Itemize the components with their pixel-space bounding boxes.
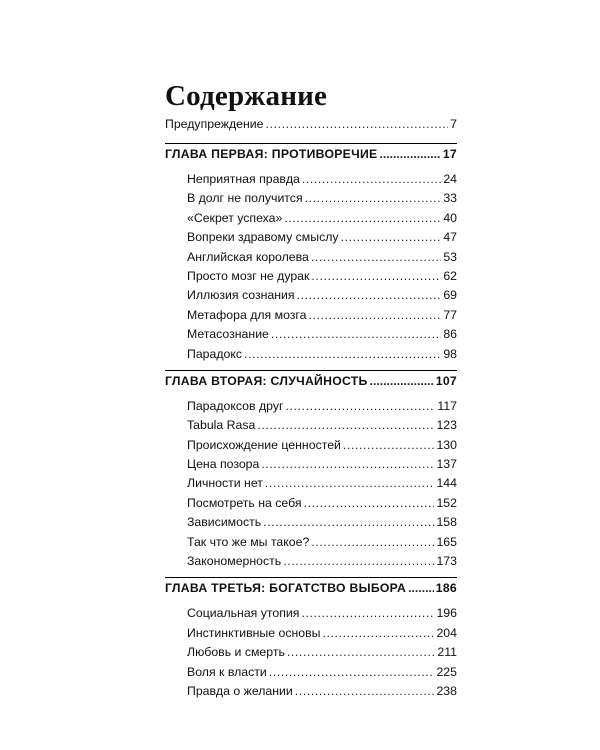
dot-leader xyxy=(265,476,435,490)
table-of-contents xyxy=(165,117,457,703)
toc-page-number: 130 xyxy=(436,437,457,452)
toc-page-number: 40 xyxy=(443,210,457,225)
dot-leader xyxy=(244,347,441,361)
dot-leader xyxy=(379,147,440,161)
toc-entry-label: Цена позора xyxy=(187,457,260,472)
toc-entry[interactable] xyxy=(165,347,457,366)
toc-page-number: 69 xyxy=(443,288,457,303)
toc-entry-label: Английская королева xyxy=(187,249,309,264)
toc-entry-label: Личности нет xyxy=(187,476,263,491)
toc-entry-label: ГЛАВА ВТОРАЯ: СЛУЧАЙНОСТЬ xyxy=(165,373,368,388)
toc-page-number: 196 xyxy=(436,606,457,621)
toc-page-number: 17 xyxy=(442,147,457,161)
toc-entry-label: Инстинктивные основы xyxy=(187,625,321,640)
toc-chapter-heading[interactable] xyxy=(165,577,457,602)
toc-page-number: 7 xyxy=(450,117,457,131)
toc-entry[interactable] xyxy=(165,211,457,230)
toc-chapter-heading[interactable] xyxy=(165,370,457,395)
toc-entry[interactable] xyxy=(165,250,457,269)
toc-entry[interactable] xyxy=(165,626,457,645)
dot-leader xyxy=(308,308,441,322)
toc-entry[interactable] xyxy=(165,308,457,327)
toc-entry[interactable] xyxy=(165,476,457,495)
toc-page-number: 24 xyxy=(443,172,457,186)
dot-leader xyxy=(408,581,434,595)
toc-page-number: 123 xyxy=(436,418,457,433)
toc-entry[interactable] xyxy=(165,438,457,457)
toc-entry-label: Социальная утопия xyxy=(187,606,300,621)
toc-entry-label: Метафора для мозга xyxy=(187,307,307,322)
toc-entry-label: Tabula Rasa xyxy=(187,418,256,433)
toc-page-number: 225 xyxy=(436,664,457,679)
toc-page-number: 173 xyxy=(436,554,457,569)
toc-page-number: 47 xyxy=(443,230,457,245)
dot-leader xyxy=(266,117,449,131)
toc-entry-label: Правда о желании xyxy=(187,683,293,698)
dot-leader xyxy=(302,172,441,186)
toc-entry-label: Зависимость xyxy=(187,515,262,530)
toc-entry[interactable] xyxy=(165,269,457,288)
toc-page-number: 117 xyxy=(437,398,457,413)
toc-page-number: 211 xyxy=(437,645,457,660)
toc-entry[interactable] xyxy=(165,665,457,684)
dot-leader xyxy=(301,606,434,620)
toc-entry-label: Воля к власти xyxy=(187,664,267,679)
toc-entry[interactable] xyxy=(165,230,457,249)
dot-leader xyxy=(284,211,441,225)
dot-leader xyxy=(311,535,434,549)
dot-leader xyxy=(311,250,441,264)
toc-entry[interactable] xyxy=(165,191,457,210)
toc-entry-preface[interactable] xyxy=(165,117,457,139)
dot-leader xyxy=(304,496,435,510)
dot-leader xyxy=(343,438,435,452)
toc-page-number: 86 xyxy=(443,327,457,342)
toc-page-number: 77 xyxy=(443,307,457,322)
toc-page-number: 144 xyxy=(436,476,457,491)
dot-leader xyxy=(297,288,442,302)
toc-entry-label: Так что же мы такое? xyxy=(187,534,310,549)
toc-page-number: 53 xyxy=(443,249,457,264)
toc-entry-label: Просто мозг не дурак xyxy=(187,268,310,283)
dot-leader xyxy=(323,626,435,640)
toc-entry[interactable] xyxy=(165,535,457,554)
toc-page-number: 107 xyxy=(435,373,457,388)
toc-entry[interactable] xyxy=(165,399,457,418)
toc-entry[interactable] xyxy=(165,684,457,703)
dot-leader xyxy=(283,554,434,568)
toc-entry-label: Закономерность xyxy=(187,554,282,569)
dot-leader xyxy=(287,645,436,659)
toc-entry[interactable] xyxy=(165,554,457,573)
toc-entry-label: Парадокс xyxy=(187,346,243,361)
toc-entry-label: ГЛАВА ПЕРВАЯ: ПРОТИВОРЕЧИЕ xyxy=(165,147,378,161)
dot-leader xyxy=(341,230,442,244)
toc-entry-label: Любовь и смерть xyxy=(187,645,285,660)
toc-entry-label: Посмотреть на себя xyxy=(187,495,302,510)
toc-page-number: 165 xyxy=(436,534,457,549)
dot-leader xyxy=(263,515,434,529)
toc-page-number: 33 xyxy=(443,191,457,206)
toc-entry[interactable] xyxy=(165,172,457,191)
toc-page-number: 204 xyxy=(436,625,457,640)
toc-entry[interactable] xyxy=(165,288,457,307)
toc-entry-label: Парадоксов друг xyxy=(187,398,284,413)
toc-entry-label: Неприятная правда xyxy=(187,172,300,186)
dot-leader xyxy=(295,684,435,698)
toc-page-number: 152 xyxy=(436,495,457,510)
toc-entry[interactable] xyxy=(165,457,457,476)
toc-entry[interactable] xyxy=(165,327,457,346)
dot-leader xyxy=(305,191,442,205)
toc-entry-label: Иллюзия сознания xyxy=(187,288,295,303)
dot-leader xyxy=(271,327,441,341)
toc-entry[interactable] xyxy=(165,515,457,534)
dot-leader xyxy=(311,269,441,283)
dot-leader xyxy=(269,665,435,679)
toc-entry[interactable] xyxy=(165,496,457,515)
toc-page-number: 238 xyxy=(436,683,457,698)
dot-leader xyxy=(285,399,435,413)
toc-page-number: 98 xyxy=(443,346,457,361)
toc-page-number: 137 xyxy=(436,457,457,472)
toc-entry[interactable] xyxy=(165,645,457,664)
toc-entry-label: Происхождение ценностей xyxy=(187,437,341,452)
toc-page-number: 62 xyxy=(443,268,457,283)
dot-leader xyxy=(370,374,434,388)
page-title: Содержание xyxy=(165,80,328,112)
toc-entry[interactable] xyxy=(165,606,457,625)
toc-entry-label: ГЛАВА ТРЕТЬЯ: БОГАТСТВО ВЫБОРА xyxy=(165,581,407,596)
toc-entry-label: Вопреки здравому смыслу xyxy=(187,230,339,245)
toc-entry-label: Метасознание xyxy=(187,327,269,342)
toc-entry-label: Предупреждение xyxy=(165,117,264,131)
toc-chapter-heading[interactable] xyxy=(165,143,457,168)
toc-entry[interactable] xyxy=(165,418,457,437)
toc-entry-label: «Секрет успеха» xyxy=(187,210,283,225)
toc-entry-label: В долг не получится xyxy=(187,191,303,206)
toc-page-number: 158 xyxy=(436,515,457,530)
dot-leader xyxy=(261,457,434,471)
dot-leader xyxy=(257,418,434,432)
toc-page-number: 186 xyxy=(435,581,457,596)
